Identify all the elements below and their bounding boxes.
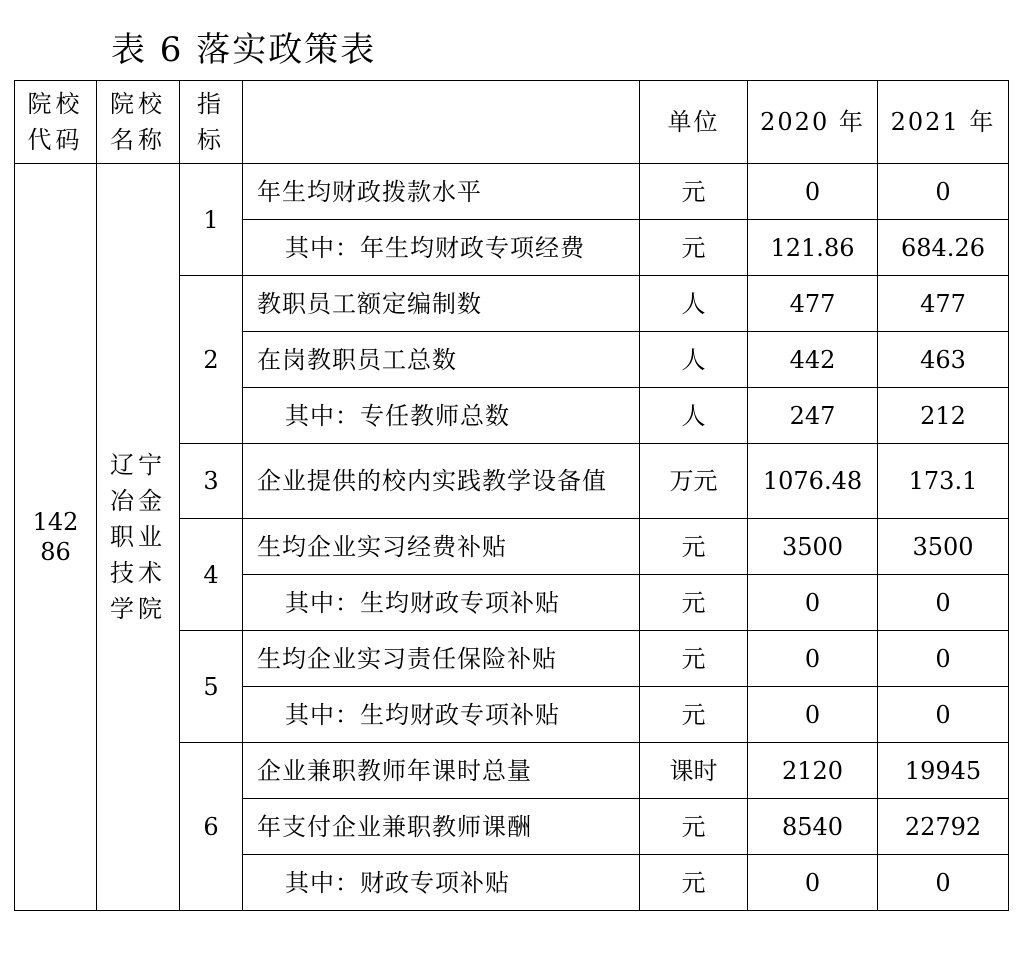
table-row (15, 164, 1009, 220)
value-2021-cell: 0 (878, 855, 1009, 911)
unit-cell: 元 (640, 799, 748, 855)
value-2020-cell: 2120 (748, 743, 878, 799)
unit-cell: 元 (640, 164, 748, 220)
unit-cell: 元 (640, 575, 748, 631)
unit-cell: 元 (640, 220, 748, 276)
value-2020-cell: 0 (748, 631, 878, 687)
school-code-cell: 14286 (15, 164, 97, 911)
value-2021-cell: 3500 (878, 519, 1009, 575)
policy-table (14, 80, 1009, 911)
unit-cell: 元 (640, 631, 748, 687)
unit-cell: 人 (640, 332, 748, 388)
item-cell: 其中：生均财政专项补贴 (243, 687, 640, 743)
indicator-cell: 2 (180, 276, 243, 444)
school-name-cell: 辽宁冶金职业技术学院 (97, 164, 180, 911)
value-2021-cell: 0 (878, 631, 1009, 687)
item-cell: 年支付企业兼职教师课酬 (243, 799, 640, 855)
item-cell: 生均企业实习经费补贴 (243, 519, 640, 575)
indicator-cell: 6 (180, 743, 243, 911)
value-2021-cell: 19945 (878, 743, 1009, 799)
item-cell: 教职员工额定编制数 (243, 276, 640, 332)
value-2021-cell: 0 (878, 575, 1009, 631)
indicator-cell: 1 (180, 164, 243, 276)
value-2021-cell: 0 (878, 687, 1009, 743)
indicator-cell: 3 (180, 444, 243, 519)
value-2021-cell: 684.26 (878, 220, 1009, 276)
value-2021-cell: 0 (878, 164, 1009, 220)
item-cell: 在岗教职员工总数 (243, 332, 640, 388)
header-item (243, 81, 640, 164)
unit-cell: 元 (640, 519, 748, 575)
unit-cell: 人 (640, 388, 748, 444)
header-row (15, 81, 1009, 164)
value-2020-cell: 442 (748, 332, 878, 388)
item-cell: 生均企业实习责任保险补贴 (243, 631, 640, 687)
value-2020-cell: 8540 (748, 799, 878, 855)
value-2020-cell: 3500 (748, 519, 878, 575)
value-2020-cell: 1076.48 (748, 444, 878, 519)
header-unit: 单位 (640, 81, 748, 164)
table-title: 表 6 落实政策表 (111, 30, 377, 70)
item-cell: 企业兼职教师年课时总量 (243, 743, 640, 799)
header-indicator: 指标 (180, 81, 243, 164)
unit-cell: 万元 (640, 444, 748, 519)
value-2020-cell: 477 (748, 276, 878, 332)
item-cell: 其中：财政专项补贴 (243, 855, 640, 911)
value-2020-cell: 0 (748, 855, 878, 911)
header-2020: 2020 年 (748, 81, 878, 164)
item-cell: 企业提供的校内实践教学设备值 (243, 444, 640, 519)
value-2020-cell: 0 (748, 575, 878, 631)
item-cell: 年生均财政拨款水平 (243, 164, 640, 220)
item-cell: 其中：专任教师总数 (243, 388, 640, 444)
item-cell: 其中：生均财政专项补贴 (243, 575, 640, 631)
value-2021-cell: 463 (878, 332, 1009, 388)
unit-cell: 元 (640, 855, 748, 911)
item-cell: 其中：年生均财政专项经费 (243, 220, 640, 276)
header-2021: 2021 年 (878, 81, 1009, 164)
value-2020-cell: 0 (748, 164, 878, 220)
value-2021-cell: 212 (878, 388, 1009, 444)
indicator-cell: 5 (180, 631, 243, 743)
value-2021-cell: 22792 (878, 799, 1009, 855)
value-2020-cell: 0 (748, 687, 878, 743)
unit-cell: 元 (640, 687, 748, 743)
header-school-name: 院校名称 (97, 81, 180, 164)
indicator-cell: 4 (180, 519, 243, 631)
header-school-code: 院校代码 (15, 81, 97, 164)
unit-cell: 人 (640, 276, 748, 332)
value-2020-cell: 247 (748, 388, 878, 444)
unit-cell: 课时 (640, 743, 748, 799)
value-2021-cell: 477 (878, 276, 1009, 332)
value-2020-cell: 121.86 (748, 220, 878, 276)
value-2021-cell: 173.1 (878, 444, 1009, 519)
